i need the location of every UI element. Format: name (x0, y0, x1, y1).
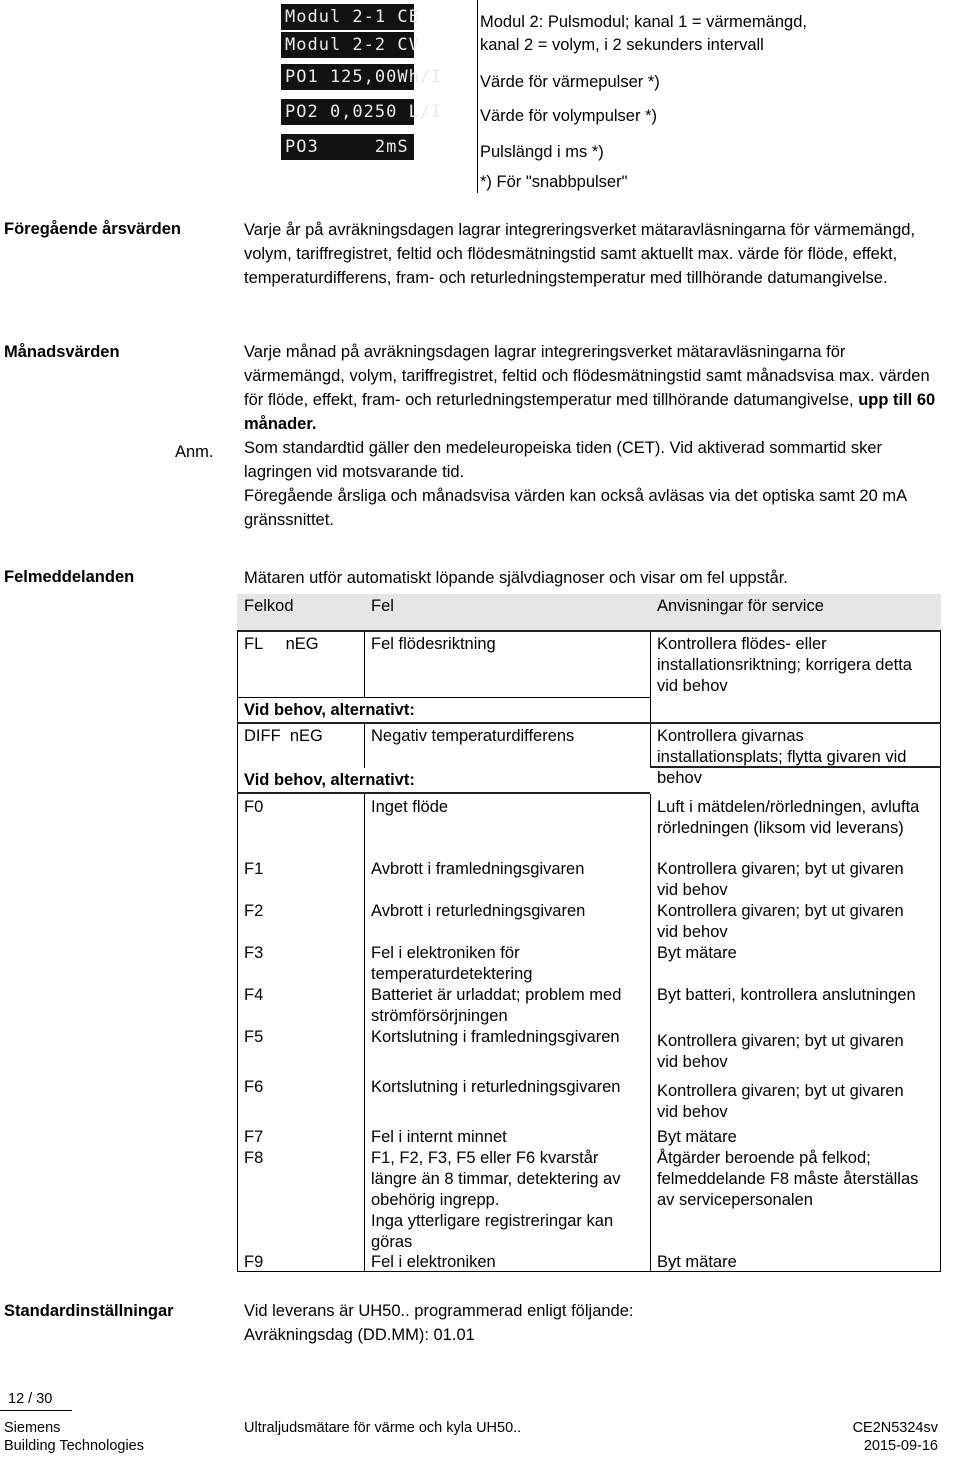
prev-year-text: Varje år på avräkningsdagen lagrar integreringsverket mätaravläsningarna för värmemängd, volym, tariffregistret, feltid och flödesmätningstid samt aktuellt max. värde för flöde, effekt, temperaturdifferens, fram- och returledningstemperatur med tillhörande datumangivelse. (244, 221, 916, 287)
row-f2-service: Kontrollera givaren; byt ut givaren vid behov (657, 902, 904, 941)
alt-label-2: Vid behov, alternativt: (244, 771, 415, 789)
lcd-screen-p02: PO2 0,0250 L/I (281, 99, 414, 125)
row-f1-code: F1 (244, 860, 264, 878)
table-bottom-rule (237, 1271, 941, 1272)
row-f1-fault: Avbrott i framledningsgivaren (371, 860, 585, 878)
row-diff-fault: Negativ temperaturdifferens (371, 727, 575, 745)
section-title-errors: Felmeddelanden (4, 568, 135, 586)
row-f7-code: F7 (244, 1128, 264, 1146)
lcd-module-line2: kanal 2 = volym, i 2 sekunders intervall (480, 36, 764, 54)
footer-doc-code: CE2N5324sv (852, 1420, 938, 1436)
header-service: Anvisningar för service (657, 597, 824, 615)
monthly-text-main: Varje månad på avräkningsdagen lagrar integreringsverket mätaravläsningarna för värmemängd, volym, tariffregistret, feltid och flödesmätningstid samt månadsvisa max. värden för flöde, effekt, fram- och returledningstemperatur med tillhörande datumangivelse, (244, 343, 930, 409)
header-fault: Fel (371, 597, 394, 615)
row-f4-code: F4 (244, 986, 264, 1004)
monthly-text-bold: upp till 60 månader. (244, 391, 936, 433)
alt1-bottom-rule (237, 722, 941, 724)
col-line-fault-alt1 (650, 698, 651, 724)
row-f2-fault: Avbrott i returledningsgivaren (371, 902, 586, 920)
row-f4-fault: Batteriet är urladdat; problem med strömförsörjningen (371, 986, 622, 1025)
footer-company-1: Siemens (4, 1420, 61, 1436)
lcd-footnote: *) För "snabbpulser" (480, 173, 628, 191)
section-title-defaults: Standardinställningar (4, 1302, 174, 1320)
row-f0-fault: Inget flöde (371, 798, 449, 816)
note-label: Anm. (175, 443, 214, 461)
row-f2-code: F2 (244, 902, 264, 920)
row-f7-service: Byt mätare (657, 1128, 737, 1146)
row-f8-fault-extra: Inga ytterligare registreringar kan göras (371, 1212, 614, 1251)
alt-label-1: Vid behov, alternativt: (244, 701, 415, 719)
row-f4-service: Byt batteri, kontrollera anslutningen (657, 986, 916, 1004)
row-f6-service: Kontrollera givaren; byt ut givaren vid behov (657, 1082, 904, 1121)
col-line-fault-1 (650, 632, 651, 698)
row-fl-fault: Fel flödesriktning (371, 635, 496, 653)
lcd-divider (477, 0, 478, 193)
lcd-module-line1: Modul 2: Pulsmodul; kanal 1 = värmemängd, (480, 13, 807, 31)
row-f9-service: Byt mätare (657, 1253, 737, 1271)
alt1-top-rule (237, 697, 650, 698)
table-header-bg (237, 594, 941, 630)
col-line-right (940, 632, 941, 1272)
alt2-bottom-rule (237, 792, 650, 794)
monthly-note2: Föregående årsliga och månadsvisa värden kan också avläsas via det optiska samt 20 mA gränssnittet. (244, 487, 907, 529)
monthly-note1: Som standardtid gäller den medeleuropeiska tiden (CET). Vid aktiverad sommartid sker lagringen vid motsvarande tid. (244, 439, 882, 481)
row-f1-service: Kontrollera givaren; byt ut givaren vid behov (657, 860, 904, 899)
row-f7-fault: Fel i internt minnet (371, 1128, 507, 1146)
row-f8-code: F8 (244, 1149, 264, 1167)
row-f3-fault: Fel i elektroniken för temperaturdetektering (371, 944, 533, 983)
row-f8-service: Åtgärder beroende på felkod; felmeddelande F8 måste återställas av servicepersonalen (657, 1149, 919, 1209)
row-f5-fault: Kortslutning i framledningsgivaren (371, 1028, 620, 1046)
header-code: Felkod (244, 597, 294, 615)
row-f9-fault: Fel i elektroniken (371, 1253, 496, 1271)
footer-rule (0, 1410, 72, 1411)
defaults-line2: Avräkningsdag (DD.MM): 01.01 (244, 1326, 475, 1344)
row-f5-code: F5 (244, 1028, 264, 1046)
row-f6-fault: Kortslutning i returledningsgivaren (371, 1078, 621, 1096)
footer-company-2: Building Technologies (4, 1438, 145, 1454)
page-number: 12 / 30 (8, 1391, 53, 1407)
col-line-code-1 (364, 632, 365, 698)
col-line-left (237, 632, 238, 1272)
row-fl-service: Kontrollera flödes- eller installationsriktning; korrigera detta vid behov (657, 635, 912, 695)
lcd-p03-desc: Pulslängd i ms *) (480, 143, 604, 161)
row-f0-code: F0 (244, 798, 264, 816)
table-header-rule (237, 630, 941, 632)
row-f3-service: Byt mätare (657, 944, 737, 962)
section-title-monthly: Månadsvärden (4, 343, 120, 361)
errors-intro: Mätaren utför automatiskt löpande självdiagnoser och visar om fel uppstår. (244, 569, 788, 587)
col-line-fault-2 (650, 724, 651, 768)
defaults-line1: Vid leverans är UH50.. programmerad enligt följande: (244, 1302, 634, 1320)
row-f0-service: Luft i mätdelen/rörledningen, avlufta rörledningen (liksom vid leverans) (657, 798, 920, 837)
row-f6-code: F6 (244, 1078, 264, 1096)
footer-doc-title: Ultraljudsmätare för värme och kyla UH50.. (244, 1420, 522, 1436)
col-line-fault-3 (650, 794, 651, 1272)
lcd-p02-desc: Värde för volympulser *) (480, 107, 657, 125)
row-f5-service: Kontrollera givaren; byt ut givaren vid behov (657, 1032, 904, 1071)
col-line-code-2 (364, 724, 365, 768)
row-diff-service: Kontrollera givarnas installationsplats; flytta givaren vid behov (657, 727, 907, 787)
lcd-screen-p01: PO1 125,00Wh/I (281, 64, 414, 90)
row-fl-code: FL nEG (244, 635, 319, 653)
lcd-screen-p03: PO3 2mS (281, 134, 414, 160)
row-diff-code: DIFF nEG (244, 727, 323, 745)
diff-right-rule (650, 766, 941, 768)
row-f9-code: F9 (244, 1253, 264, 1271)
lcd-screen-module-1: Modul 2-1 CE (281, 4, 414, 30)
footer-date: 2015-09-16 (863, 1438, 938, 1454)
section-title-prev-year: Föregående årsvärden (4, 220, 181, 238)
row-f8-fault: F1, F2, F3, F5 eller F6 kvarstår längre än 8 timmar, detektering av obehörig ingrepp. (371, 1149, 621, 1209)
lcd-p01-desc: Värde för värmepulser *) (480, 73, 660, 91)
col-line-code-3 (364, 794, 365, 1272)
monthly-text (244, 340, 944, 532)
row-f3-code: F3 (244, 944, 264, 962)
lcd-screen-module-2: Modul 2-2 CV (281, 32, 414, 58)
